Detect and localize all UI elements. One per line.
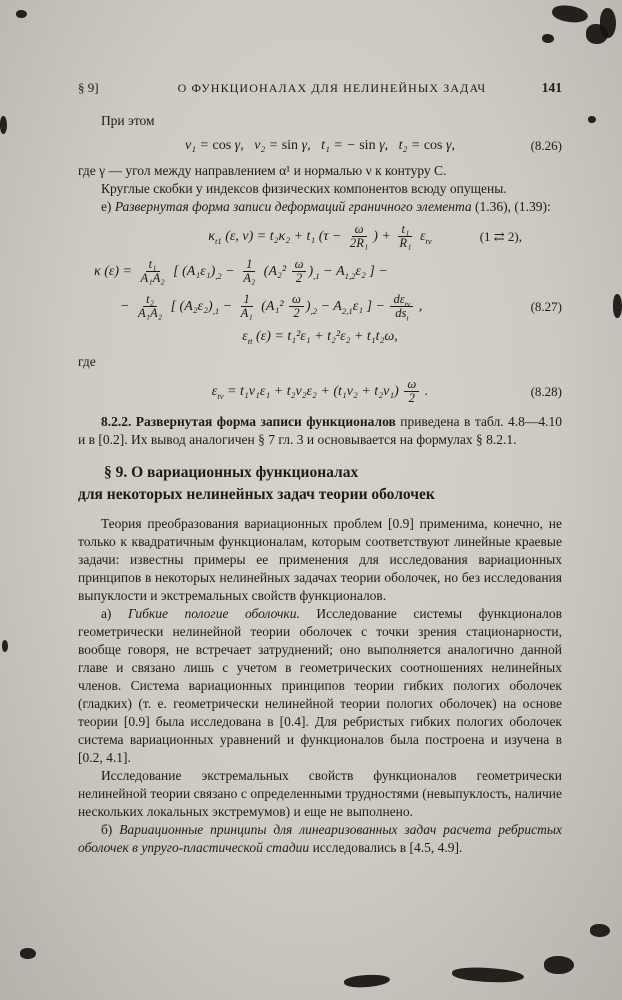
equation-number: (8.28): [530, 383, 562, 399]
paragraph-8-2-2: [78, 413, 562, 449]
paragraph-8-2-2-bold: 8.2.2. Развернутая форма записи функционалов: [100, 413, 396, 429]
equation-body: $\kappa_{t1}$ (ε, ν) = t₂κ₂ + t₁ (τ − $\frac{\omega}{\text{2R₁}}$ ) + $\frac{\text{t₁}}{\text{R₁}}$ $\varepsilon_{t\nu}$: [208, 221, 432, 251]
section-heading: [78, 462, 562, 506]
paragraph-intro: При этом: [100, 113, 155, 128]
item-e-label: е): [100, 198, 115, 214]
paragraph-item-a: [78, 605, 562, 767]
paragraph-item-b: [78, 821, 562, 857]
scan-artifact: [588, 116, 596, 123]
item-e-title: Развернутая форма записи деформаций граничного элемента: [114, 198, 472, 214]
equation-8-26: [78, 137, 562, 155]
running-header: [78, 80, 562, 96]
page-number: 141: [541, 80, 562, 95]
equation-epsilon-tt: [78, 328, 562, 346]
item-a-label: а): [100, 605, 128, 621]
scan-artifact: [542, 34, 554, 43]
equation-8-27-line1: [78, 258, 562, 286]
scan-artifact: [600, 8, 616, 38]
scan-artifact: [0, 116, 7, 134]
section-heading-line1: § 9. О вариационных функционалах: [104, 463, 359, 481]
scan-artifact: [2, 640, 8, 652]
item-a-rest: Исследование системы функционалов геометрически нелинейной теории оболочек с точки зрения стационарности, вообще говоря, не встречает затруднений; оно выполняется аналогично данной главе и связано лишь с учетом в геометрических соотношениях нелинейных членов. Система вариационных принципов теории гибких пологих оболочек (гладких) (т. е. геометрически нелинейной теории пологих оболочек) на основе теории [0.9] была исследована в [0.4]. Для ребристых гибких пологих оболочек система вариационных уравнений и функционалов была построена и изучена в [0.2, 4.1].: [78, 605, 562, 765]
equation-kappa-t1: [78, 223, 562, 251]
equation-body: ν₁ = cos γ, ν₂ = sin γ, t₁ = − sin γ, t₂ = cos γ,: [184, 138, 456, 153]
paragraph-8-2-2-rest: приведена в табл. 4.8—4.10 и в [0.2]. Их вывод аналогичен § 7 гл. 3 и основывается на формулах § 8.2.1.: [78, 413, 562, 447]
scan-artifact: [452, 966, 525, 984]
paragraph-brackets: Круглые скобки у индексов физических компонентов всюду опущены.: [100, 180, 507, 196]
equation-body: $\varepsilon_{tt}$ (ε) = t₁²ε₁ + t₂²ε₂ + t₁t₂ω,: [242, 329, 398, 346]
scan-artifact: [590, 924, 610, 937]
scan-artifact: [551, 4, 589, 25]
item-b-label: б): [100, 821, 120, 837]
item-b-title: Вариационные принципы для линеаризованных задач расчета ребристых оболочек в упруго-пластической стадии: [78, 821, 562, 855]
scan-artifact: [613, 294, 622, 318]
equation-note: (1 ⇄ 2),: [479, 228, 522, 244]
equation-8-27-line2: [78, 293, 562, 321]
section-heading-line2: для некоторых нелинейных задач теории оболочек: [78, 485, 435, 503]
item-b-rest: исследовались в [4.5, 4.9].: [309, 839, 463, 855]
scan-artifact: [16, 10, 27, 18]
scan-artifact: [344, 973, 391, 988]
paragraph-item-e: [78, 198, 562, 216]
paragraph-where-gamma: где γ — угол между направлением α¹ и нормалью ν к контуру C.: [78, 162, 447, 178]
item-a-title: Гибкие пологие оболочки.: [127, 605, 300, 621]
equation-8-28: [78, 378, 562, 406]
running-title: О ФУНКЦИОНАЛАХ ДЛЯ НЕЛИНЕЙНЫХ ЗАДАЧ: [177, 81, 487, 95]
item-e-rest: (1.36), (1.39):: [471, 198, 551, 214]
equation-number: (8.26): [530, 137, 562, 153]
paragraph-theory: Теория преобразования вариационных проблем [0.9] применима, конечно, не только к квадратичным функционалам, которым соответствуют линейные краевые задачи: известны примеры ее применения для исследования вариационных принципов в некоторых нелинейных задачах теории оболочек, но без исследования выпуклости и экстремальных свойств функционалов.: [78, 515, 562, 603]
equation-body: $\varepsilon_{t\nu} = t_1\nu_1\varepsilon_1 + t_2\nu_2\varepsilon_2 + (t_1\nu_2 + t_2\nu_1)$ $\frac{\omega}{2}$ .: [211, 376, 429, 406]
equation-body: κ (ε) = $\frac{\text{t₁}}{\text{A₁A₂}}$ [ $(A_1\varepsilon_1)_{,2}$ − $\frac{1}{\text{A₂}}$ (A₂² $\frac{\omega}{2}$ )$_{,1} - A_{1,2}\varepsilon_2$ ] −: [94, 256, 388, 286]
equation-body: − $\frac{\text{t₂}}{\text{A₁A₂}}$ [ $(A_2\varepsilon_2)_{,1}$ − $\frac{1}{\text{A₁}}$ (A₁² $\frac{\omega}{2}$ )$_{,2} - A_{2,1}\varepsilon_1$ ] − $\frac{d\varepsilon_{t\nu}}{ds_t}$ ,: [120, 291, 423, 323]
scan-artifact: [544, 956, 574, 974]
equation-number: (8.27): [530, 298, 562, 314]
section-marker: § 9]: [78, 80, 99, 95]
paragraph-extremal: Исследование экстремальных свойств функционалов геометрически нелинейной теории связано с определенными трудностями (невыпуклость, наличие нескольких локальных экстремумов) и еще не выполнено.: [78, 767, 562, 819]
scan-artifact: [20, 948, 36, 959]
word-where: где: [78, 353, 96, 369]
